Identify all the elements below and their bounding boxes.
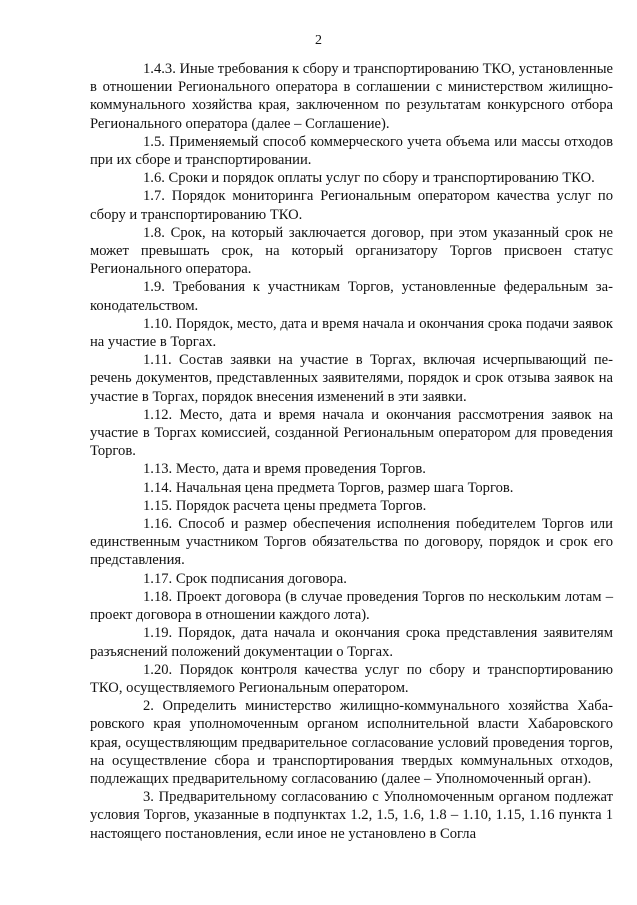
paragraph-1-9: 1.9. Требования к участникам Торгов, установленные федеральным законодательством. (90, 279, 613, 314)
paragraph-1-19: 1.19. Порядок, дата начала и окончания срока представления заявителям разъяснений положений документации о Торгах. (90, 625, 613, 660)
paragraph-1-15: 1.15. Порядок расчета цены предмета Торгов. (143, 497, 427, 514)
paragraph-1-14: 1.14. Начальная цена предмета Торгов, размер шага Торгов. (143, 479, 514, 496)
paragraph-1-10: 1.10. Порядок, место, дата и время начала и окончания срока подачи заявок на участие в Торгах. (90, 315, 613, 351)
paragraph-1-13: 1.13. Место, дата и время проведения Торгов. (143, 461, 426, 478)
paragraph-1-6: 1.6. Сроки и порядок оплаты услуг по сбору и транспортированию ТКО. (143, 170, 595, 187)
paragraph-1-12: 1.12. Место, дата и время начала и окончания рассмотрения заявок на участие в Торгах комиссией, созданной Региональным оператором для проведения Торгов. (90, 406, 613, 460)
paragraph-1-18: 1.18. Проект договора (в случае проведения Торгов по нескольким лотам – проект договора в отношении каждого лота). (90, 588, 613, 624)
paragraph-1-5: 1.5. Применяемый способ коммерческого учета объема или массы отходов при их сборе и транспортировании. (90, 133, 613, 169)
page-number: 2 (315, 33, 322, 48)
paragraph-3: 3. Предварительному согласованию с Уполномоченным органом подлежат условия Торгов, указанные в подпунктах 1.2, 1.5, 1.6, 1.8 – 1.10, 1.15, 1.16 пункта 1 настоящего постановления, если иное не установлено в Согла (90, 789, 613, 842)
paragraph-1-8: 1.8. Срок, на который заключается договор, при этом указанный срок не может превышать срок, на который организатору Торгов присвоен статус Регионального оператора. (90, 224, 613, 278)
paragraph-1-20: 1.20. Порядок контроля качества услуг по сбору и транспортированию ТКО, осуществляемого Региональным оператором. (90, 661, 613, 696)
paragraph-1-17: 1.17. Срок подписания договора. (143, 570, 347, 587)
paragraph-2: 2. Определить министерство жилищно-коммунального хозяйства Хабаровского края уполномоченным органом исполнительной власти Хабаровского края, осуществляющим предварительное согласование условий проведения торгов, на осуществление сбора и транспортирования твердых коммунальных отходов, подлежащих предварительному согласованию (далее – Уполномоченный орган). (90, 698, 613, 787)
document-body (90, 60, 613, 843)
paragraph-1-4-3: 1.4.3. Иные требования к сбору и транспортированию ТКО, установленные в отношении Регионального оператора в соглашении с министерством жилищно-коммунального хозяйства края, заключенном по результатам конкурсного отбора Регионального оператора (далее – Соглашение). (90, 61, 613, 132)
paragraph-1-11: 1.11. Состав заявки на участие в Торгах, включая исчерпывающий перечень документов, представленных заявителями, порядок и срок отзыва заявок на участие в Торгах, порядок внесения изменений в эти заявки. (90, 352, 613, 405)
paragraph-1-16: 1.16. Способ и размер обеспечения исполнения победителем Торгов или единственным участником Торгов обязательства по договору, порядок и срок его представления. (90, 516, 613, 569)
paragraph-1-7: 1.7. Порядок мониторинга Региональным оператором качества услуг по сбору и транспортированию ТКО. (90, 188, 613, 223)
